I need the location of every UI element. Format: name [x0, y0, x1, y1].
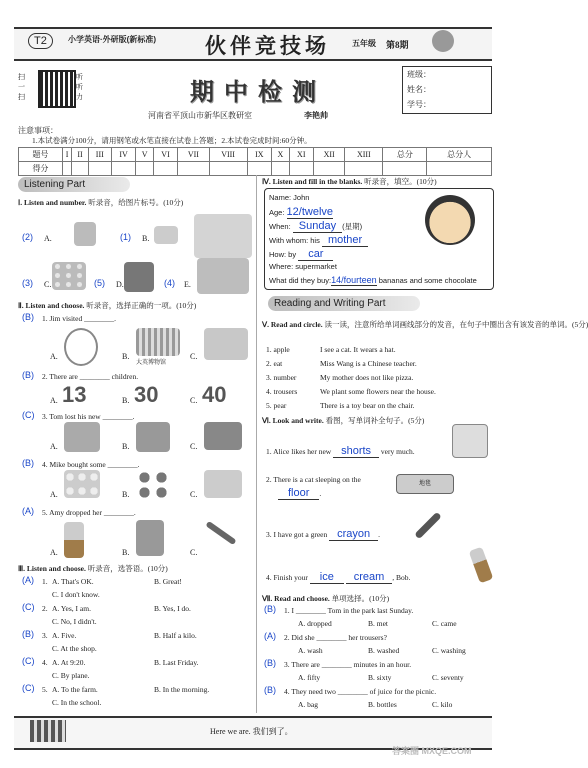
- q7-item: (B) 3. There are ________ minutes in an hour. A. fifty B. sixty C. seventy: [264, 658, 464, 682]
- q3-item: (B) 3. A. Five. B. Half a kilo. C. At the shop.: [22, 629, 197, 653]
- q6-item1: 1. Alice likes her new shorts very much.: [266, 445, 415, 457]
- q3-item: (C) 2. A. Yes, I am. B. Yes, I do. C. No, I didn't.: [22, 602, 191, 626]
- footer-text: Here we are. 我们到了。: [210, 727, 293, 736]
- q4-heading: Ⅳ. Listen and fill in the blanks. 听录音，填空。(10分): [262, 177, 437, 186]
- shorts-picture: [136, 422, 170, 452]
- q5-heading: Ⅴ. Read and circle. 读一读，注意所给单词画线部分的发音，在句子中圈出含有该发音的单词。(5分): [262, 320, 588, 329]
- notes-text: 1.本试卷满分100分，请用钢笔或水笔直接在试卷上答题；2.本试卷完成时间:60分钟。: [32, 136, 312, 145]
- fruit-picture: [136, 470, 170, 500]
- q2-item2: (B) 2. There are ________ children. A. 13 B. 30 C. 40: [22, 370, 227, 407]
- q6-item3: 3. I have got a green crayon .: [266, 528, 381, 540]
- sneakers-picture: [204, 422, 242, 450]
- museum-picture: [136, 328, 180, 356]
- q3-list: [18, 575, 254, 710]
- schoolbag-picture: [136, 520, 164, 556]
- notes-label: 注意事项：: [18, 126, 58, 135]
- q3-item: (C) 5. A. To the farm. B. In the morning. C. In the school.: [22, 683, 210, 707]
- chicken-picture: [204, 470, 242, 498]
- eggs-option-picture: [64, 470, 100, 498]
- q7-item: (B) 1. I ________ Tom in the park last Sunday. A. dropped B. met C. came: [264, 604, 457, 628]
- author-name: 李艳帅: [304, 111, 328, 120]
- q1-row1: (2) A. (1) B.: [22, 212, 252, 258]
- q2-item3: (C) 3. Tom lost his new ________. A. B. C.: [18, 410, 254, 456]
- column-divider: [256, 175, 257, 713]
- class-field[interactable]: 班级：: [407, 70, 431, 79]
- building-picture: [204, 328, 248, 360]
- grade-label: 五年级: [352, 39, 376, 48]
- q6-item4: 4. Finish your ice cream , Bob.: [266, 571, 411, 583]
- q7-list: [262, 604, 492, 712]
- tshirt-picture: [74, 222, 96, 246]
- issue-badge: T2: [28, 33, 53, 49]
- newspaper-title: 伙伴竞技场: [205, 34, 330, 58]
- q7-item: (A) 2. Did she ________ her trousers? A. wash B. washed C. washing: [264, 631, 466, 655]
- issue-number: 第8期: [386, 40, 409, 50]
- qr-right-label: 听听力: [76, 73, 83, 101]
- q5-list: [266, 345, 492, 415]
- listening-part-title: Listening Part: [18, 177, 130, 192]
- qr-code-icon: [38, 70, 76, 108]
- q3-heading: Ⅲ. Listen and choose. 听录音，选答语。(10分): [18, 564, 168, 573]
- q5-row: 1. apple I see a cat. It wears a hat.: [266, 345, 396, 354]
- shorts-image: [452, 424, 488, 458]
- q2-item5: (A) 5. Amy dropped her ________. A. B. C.: [18, 506, 254, 562]
- q5-row: 5. pear There is a toy bear on the chair.: [266, 401, 415, 410]
- series-logo: 小学英语·外研版(新标准): [68, 35, 156, 44]
- q5-row: 3. number My mother does not like pizza.: [266, 373, 414, 382]
- children-picture: [154, 226, 178, 244]
- books-icon: [30, 720, 66, 742]
- carpet-sign-picture: 地毯: [396, 474, 454, 494]
- mascot-icon: [432, 30, 454, 52]
- q6-heading: Ⅵ. Look and write. 看图，写单词补全句子。(5分): [262, 416, 425, 425]
- q3-item: (C) 4. A. At 9:20. B. Last Friday. C. By plane.: [22, 656, 199, 680]
- q2-item4: (B) 4. Mike bought some ________. A. B. C.: [18, 458, 254, 504]
- boy-portrait-picture: [425, 195, 475, 245]
- q2-item1: (B) 1. Jim visited ________. A. B. 大英博物馆 C.: [18, 312, 254, 368]
- q5-row: 4. trousers We plant some flowers near the house.: [266, 387, 436, 396]
- train-picture: [197, 258, 249, 294]
- q1-heading: Ⅰ. Listen and number. 听录音，给图片标号。(10分): [18, 198, 184, 207]
- author-org: 河南省平顶山市新华区教研室: [148, 111, 252, 120]
- bus-picture: [194, 214, 252, 258]
- q2-heading: Ⅱ. Listen and choose. 听录音，选择正确的一项。(10分): [18, 301, 197, 310]
- q5-row: 2. eat Miss Wang is a Chinese teacher.: [266, 359, 417, 368]
- pencil-picture: [205, 521, 236, 545]
- watermark: 答案圈 MXQE.COM: [392, 746, 472, 756]
- name-field[interactable]: 姓名：: [407, 85, 431, 94]
- q7-heading: Ⅶ. Read and choose. 单项选择。(10分): [262, 594, 390, 603]
- socks-picture: [64, 422, 100, 452]
- ice-cream-picture: [64, 522, 84, 558]
- qr-left-label: 扫一扫: [18, 73, 25, 101]
- q1-row2: (3) C. (5) D. (4) E.: [22, 258, 252, 298]
- q7-item: (B) 4. They need two ________ of juice for the picnic. A. bag B. bottles C. kilo: [264, 685, 453, 709]
- id-field[interactable]: 学号：: [407, 100, 431, 109]
- student-info-box: [402, 66, 492, 114]
- ferris-wheel-picture: [64, 328, 98, 366]
- juice-bottles-picture: [124, 262, 154, 292]
- score-table: 题号 I II III IV V VI VII VIII IX X XI XII XIII 总分 总分人 得分: [18, 147, 492, 176]
- exam-title: 期中检测: [190, 80, 326, 106]
- crayon-picture: [414, 512, 442, 540]
- q3-item: (A) 1. A. That's OK. B. Great! C. I don't know.: [22, 575, 182, 599]
- q6-item2-answer: floor .: [278, 487, 321, 500]
- q6-item2: 2. There is a cat sleeping on the: [266, 475, 361, 484]
- reading-writing-part-title: Reading and Writing Part: [268, 296, 420, 311]
- eggs-picture: [52, 262, 86, 290]
- ice-cream-cone-picture: [469, 547, 494, 584]
- q4-info-box: Name: John Age: 12/twelve When: Sunday (星期) With whom: his mother How: by car Where: supermarket What did they buy:14/fourteen bananas and some chocolate: [264, 188, 494, 290]
